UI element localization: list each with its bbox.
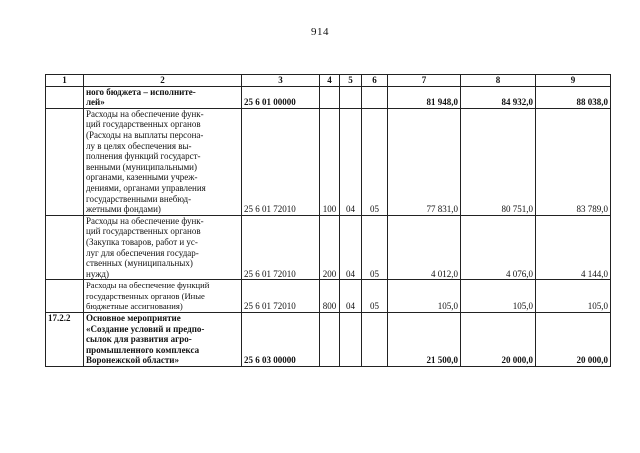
description-line: Расходы на обеспечение функ-: [86, 215, 204, 226]
amount-col7: 81 948,0: [388, 86, 461, 108]
row-id-cell: 17.2.2: [46, 313, 84, 367]
rz-cell: [340, 86, 362, 108]
amount-col8: 80 751,0: [461, 108, 536, 215]
row-description: [84, 280, 242, 313]
table-body: [46, 75, 611, 367]
description-line: ного бюджета – исполните-: [86, 86, 196, 97]
description-line: лей»: [86, 97, 105, 108]
description-line: венными (муниципальными): [86, 161, 197, 172]
description-line: дениями, органами управления: [86, 182, 206, 193]
description-line: луг для обеспечения государ-: [86, 247, 199, 258]
description-line: бюджетные ассигнования): [86, 301, 183, 312]
description-line: нужд): [86, 268, 109, 279]
amount-col7: 105,0: [388, 280, 461, 313]
amount-col8: 105,0: [461, 280, 536, 313]
description-line: Основное мероприятие: [86, 313, 181, 324]
header-cell: 5: [340, 75, 362, 87]
description-line: ций государственных органов: [86, 226, 201, 237]
rz-cell: [340, 313, 362, 367]
kvr-cell: 200: [320, 215, 340, 280]
amount-col8: 4 076,0: [461, 215, 536, 280]
amount-col7: 4 012,0: [388, 215, 461, 280]
amount-col9: 105,0: [536, 280, 611, 313]
pr-cell: [362, 86, 388, 108]
table-row: [46, 280, 611, 313]
amount-col8: 84 932,0: [461, 86, 536, 108]
row-description: [84, 313, 242, 367]
row-description: [84, 86, 242, 108]
budget-code-cell: 25 6 03 00000: [242, 313, 320, 367]
description-line: (Закупка товаров, работ и ус-: [86, 236, 198, 247]
row-id-cell: [46, 86, 84, 108]
kvr-cell: 800: [320, 280, 340, 313]
header-cell: 1: [46, 75, 84, 87]
header-cell: 3: [242, 75, 320, 87]
page-number: 914: [311, 26, 329, 38]
pr-cell: 05: [362, 280, 388, 313]
description-line: ций государственных органов: [86, 119, 201, 130]
budget-table: [45, 74, 611, 367]
description-line: сылок для развития агро-: [86, 334, 192, 345]
rz-cell: 04: [340, 215, 362, 280]
rz-cell: 04: [340, 108, 362, 215]
pr-cell: [362, 313, 388, 367]
budget-code-cell: 25 6 01 72010: [242, 280, 320, 313]
description-line: государственных органов (Иные: [86, 290, 205, 301]
pr-cell: 05: [362, 108, 388, 215]
description-line: промышленного комплекса: [86, 344, 200, 355]
row-id-cell: [46, 108, 84, 215]
budget-code-cell: 25 6 01 72010: [242, 215, 320, 280]
kvr-cell: 100: [320, 108, 340, 215]
amount-col7: 77 831,0: [388, 108, 461, 215]
amount-col9: 4 144,0: [536, 215, 611, 280]
description-line: полнения функций государст-: [86, 151, 201, 162]
row-id-cell: [46, 215, 84, 280]
description-line: лу в целях обеспечения вы-: [86, 140, 192, 151]
amount-col8: 20 000,0: [461, 313, 536, 367]
description-line: «Создание условий и предпо-: [86, 323, 205, 334]
header-cell: 7: [388, 75, 461, 87]
amount-col7: 21 500,0: [388, 313, 461, 367]
header-cell: 6: [362, 75, 388, 87]
budget-code-cell: 25 6 01 72010: [242, 108, 320, 215]
description-line: Расходы на обеспечение функций: [86, 280, 210, 291]
kvr-cell: [320, 313, 340, 367]
description-line: (Расходы на выплаты персона-: [86, 129, 204, 140]
rz-cell: 04: [340, 280, 362, 313]
row-description: [84, 108, 242, 215]
header-cell: 9: [536, 75, 611, 87]
kvr-cell: [320, 86, 340, 108]
description-line: Расходы на обеспечение функ-: [86, 108, 204, 119]
description-line: ственных (муниципальных): [86, 258, 193, 269]
budget-code-cell: 25 6 01 00000: [242, 86, 320, 108]
table-row: [46, 108, 611, 215]
description-line: жетными фондами): [86, 204, 161, 215]
header-cell: 2: [84, 75, 242, 87]
pr-cell: 05: [362, 215, 388, 280]
table-row: [46, 313, 611, 367]
row-description: [84, 215, 242, 280]
amount-col9: 88 038,0: [536, 86, 611, 108]
header-cell: 8: [461, 75, 536, 87]
description-line: Воронежской области»: [86, 355, 179, 366]
header-row: [46, 75, 611, 87]
table-row: [46, 86, 611, 108]
table-row: [46, 215, 611, 280]
description-line: государственными внебюд-: [86, 193, 192, 204]
row-id-cell: [46, 280, 84, 313]
amount-col9: 83 789,0: [536, 108, 611, 215]
description-line: органами, казенными учреж-: [86, 172, 198, 183]
amount-col9: 20 000,0: [536, 313, 611, 367]
header-cell: 4: [320, 75, 340, 87]
